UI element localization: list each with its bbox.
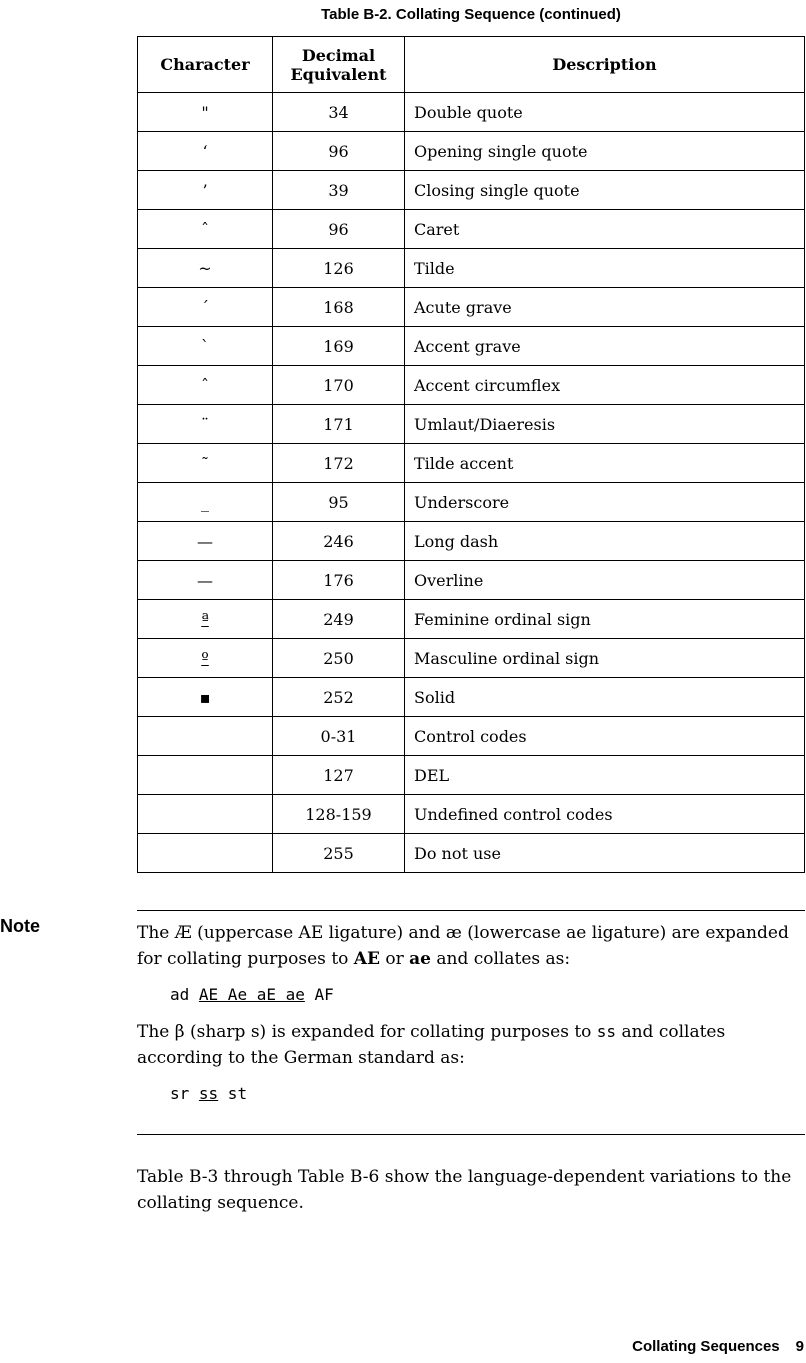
note-text-segment: The β (sharp s) is expanded for collating purposes to <box>137 1022 597 1042</box>
character-cell: ´ <box>138 288 273 327</box>
description-cell: Do not use <box>405 834 805 873</box>
decimal-equivalent-cell: 168 <box>273 288 405 327</box>
decimal-equivalent-cell: 169 <box>273 327 405 366</box>
decimal-equivalent-cell: 39 <box>273 171 405 210</box>
description-cell: Masculine ordinal sign <box>405 639 805 678</box>
decimal-equivalent-cell: 255 <box>273 834 405 873</box>
character-cell: " <box>138 93 273 132</box>
column-header-description: Description <box>405 37 805 93</box>
note-paragraph-2 <box>137 1019 805 1071</box>
closing-paragraph: Table B-3 through Table B-6 show the language-dependent variations to the collating sequence. <box>137 1167 792 1213</box>
table-row <box>138 327 805 366</box>
table-body <box>138 93 805 873</box>
decimal-equivalent-cell: 0-31 <box>273 717 405 756</box>
description-cell: Undefined control codes <box>405 795 805 834</box>
table-row <box>138 288 805 327</box>
decimal-equivalent-cell: 171 <box>273 405 405 444</box>
note-bold-ae: ae <box>409 949 431 969</box>
mono-underlined-segment: ss <box>198 1084 219 1103</box>
description-cell: Accent circumflex <box>405 366 805 405</box>
description-cell: Tilde accent <box>405 444 805 483</box>
description-cell: Tilde <box>405 249 805 288</box>
table-row <box>138 93 805 132</box>
character-cell: _ <box>138 483 273 522</box>
character-cell: ’ <box>138 171 273 210</box>
note-collation-example-1 <box>170 985 805 1004</box>
description-cell: Accent grave <box>405 327 805 366</box>
character-cell: ˆ <box>138 210 273 249</box>
decimal-equivalent-cell: 170 <box>273 366 405 405</box>
description-cell: Caret <box>405 210 805 249</box>
character-cell <box>138 795 273 834</box>
character-cell: — <box>138 561 273 600</box>
character-cell: — <box>138 522 273 561</box>
note-collation-example-2 <box>170 1084 805 1103</box>
mono-segment: sr <box>170 1084 199 1103</box>
description-cell: Solid <box>405 678 805 717</box>
character-cell: ˆ <box>138 366 273 405</box>
table-row <box>138 249 805 288</box>
note-paragraph-1 <box>137 920 805 972</box>
description-cell: Underscore <box>405 483 805 522</box>
table-row <box>138 132 805 171</box>
footer-section-title: Collating Sequences <box>632 1338 780 1355</box>
decimal-equivalent-cell: 176 <box>273 561 405 600</box>
description-cell: Closing single quote <box>405 171 805 210</box>
character-cell: ¨ <box>138 405 273 444</box>
description-cell: Acute grave <box>405 288 805 327</box>
mono-underlined-segment: AE Ae aE ae <box>198 985 305 1004</box>
decimal-equivalent-cell: 128-159 <box>273 795 405 834</box>
table-row <box>138 171 805 210</box>
character-cell: ª <box>138 600 273 639</box>
description-cell: Opening single quote <box>405 132 805 171</box>
mono-segment: ad <box>170 985 199 1004</box>
footer-page-number: 9 <box>795 1338 804 1355</box>
description-cell: Double quote <box>405 93 805 132</box>
mono-segment: st <box>218 1084 248 1103</box>
decimal-equivalent-cell: 246 <box>273 522 405 561</box>
description-cell: Long dash <box>405 522 805 561</box>
description-cell: Overline <box>405 561 805 600</box>
character-cell: ` <box>138 327 273 366</box>
note-label: Note <box>0 916 40 936</box>
table-row <box>138 639 805 678</box>
note-text-segment: The Æ (uppercase AE ligature) and æ (lowercase ae ligature) are expanded for collating purposes to <box>137 923 789 969</box>
column-header-decimal-equivalent: Decimal Equivalent <box>273 37 405 93</box>
description-cell: Umlaut/Diaeresis <box>405 405 805 444</box>
character-cell: ‘ <box>138 132 273 171</box>
table-header-row <box>138 37 805 93</box>
table-row <box>138 483 805 522</box>
description-cell: Feminine ordinal sign <box>405 600 805 639</box>
table-row <box>138 366 805 405</box>
decimal-equivalent-cell: 96 <box>273 132 405 171</box>
character-cell <box>138 756 273 795</box>
note-section <box>0 910 806 1135</box>
decimal-equivalent-cell: 95 <box>273 483 405 522</box>
page-footer <box>632 1338 804 1355</box>
table-row <box>138 795 805 834</box>
description-cell: DEL <box>405 756 805 795</box>
table-row <box>138 444 805 483</box>
decimal-equivalent-cell: 252 <box>273 678 405 717</box>
table-row <box>138 756 805 795</box>
character-cell: ˜ <box>138 444 273 483</box>
column-header-character: Character <box>138 37 273 93</box>
table-row <box>138 678 805 717</box>
decimal-equivalent-cell: 249 <box>273 600 405 639</box>
table-row <box>138 561 805 600</box>
collating-sequence-table <box>137 36 805 873</box>
spacer <box>137 1118 805 1134</box>
table-row <box>138 717 805 756</box>
character-cell: ~ <box>138 249 273 288</box>
description-cell: Control codes <box>405 717 805 756</box>
note-body <box>137 910 805 1135</box>
table-row <box>138 405 805 444</box>
table-title: Table B-2. Collating Sequence (continued) <box>321 6 621 23</box>
decimal-equivalent-cell: 172 <box>273 444 405 483</box>
note-text-segment: or <box>379 949 410 969</box>
mono-ss: ss <box>596 1022 617 1041</box>
character-cell: ▪ <box>138 678 273 717</box>
character-cell <box>138 717 273 756</box>
note-top-rule <box>137 910 805 911</box>
note-bold-AE: AE <box>353 949 380 969</box>
table-row <box>138 600 805 639</box>
character-cell: º <box>138 639 273 678</box>
note-text-segment: and collates as: <box>430 949 571 969</box>
note-text-segment: and collates according to the German standard as: <box>137 1022 726 1068</box>
decimal-equivalent-cell: 127 <box>273 756 405 795</box>
decimal-equivalent-cell: 126 <box>273 249 405 288</box>
decimal-equivalent-cell: 250 <box>273 639 405 678</box>
note-bottom-rule <box>137 1134 805 1135</box>
table-row <box>138 210 805 249</box>
mono-segment: AF <box>304 985 334 1004</box>
table-row <box>138 522 805 561</box>
decimal-equivalent-cell: 34 <box>273 93 405 132</box>
table-row <box>138 834 805 873</box>
decimal-equivalent-cell: 96 <box>273 210 405 249</box>
character-cell <box>138 834 273 873</box>
